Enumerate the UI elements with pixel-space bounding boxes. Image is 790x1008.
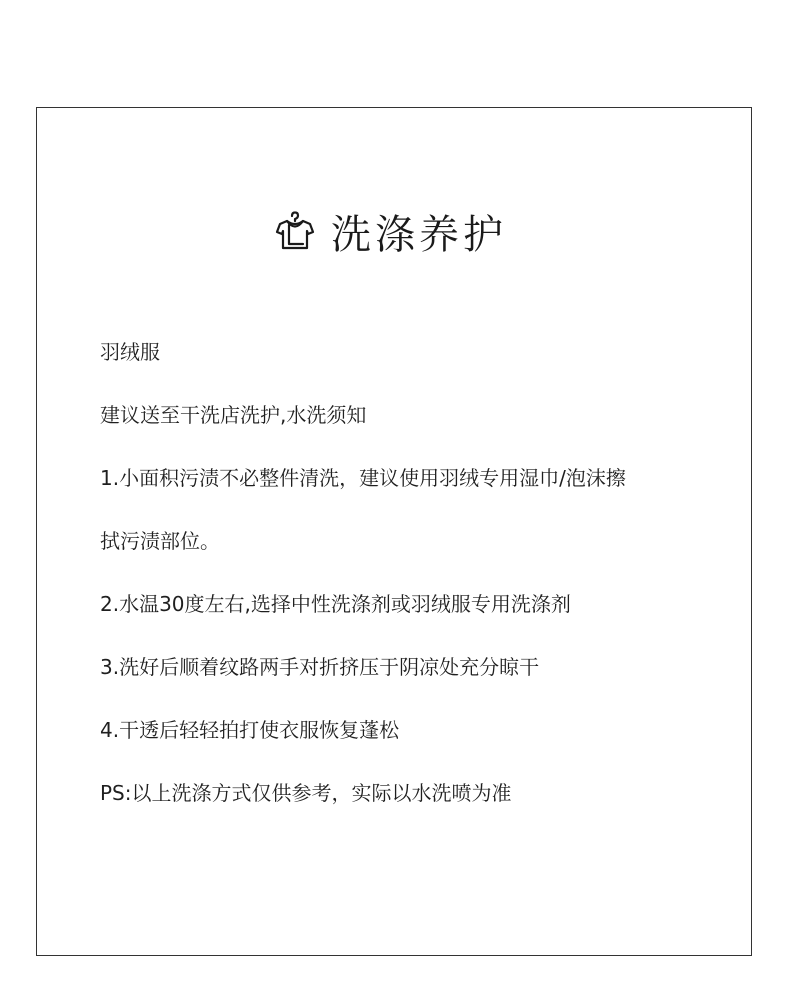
section-title <box>0 200 790 262</box>
instruction-line: 建议送至干洗店洗护,水洗须知 <box>100 403 367 427</box>
instruction-line: 1.小面积污渍不必整件清洗，建议使用羽绒专用湿巾/泡沫擦 <box>100 466 626 490</box>
tshirt-icon <box>273 210 315 252</box>
instruction-line: 2.水温30度左右,选择中性洗涤剂或羽绒服专用洗涤剂 <box>100 592 571 616</box>
instruction-line: 4.干透后轻轻拍打使衣服恢复蓬松 <box>100 718 400 742</box>
page-title: 洗涤养护 <box>331 211 507 258</box>
instructions-list <box>100 334 720 838</box>
instruction-line: 拭污渍部位。 <box>100 529 220 553</box>
instruction-line: 3.洗好后顺着纹路两手对折挤压于阴凉处充分晾干 <box>100 655 540 679</box>
product-name: 羽绒服 <box>100 340 160 364</box>
disclaimer-note: PS:以上洗涤方式仅供参考，实际以水洗喷为准 <box>100 781 512 805</box>
